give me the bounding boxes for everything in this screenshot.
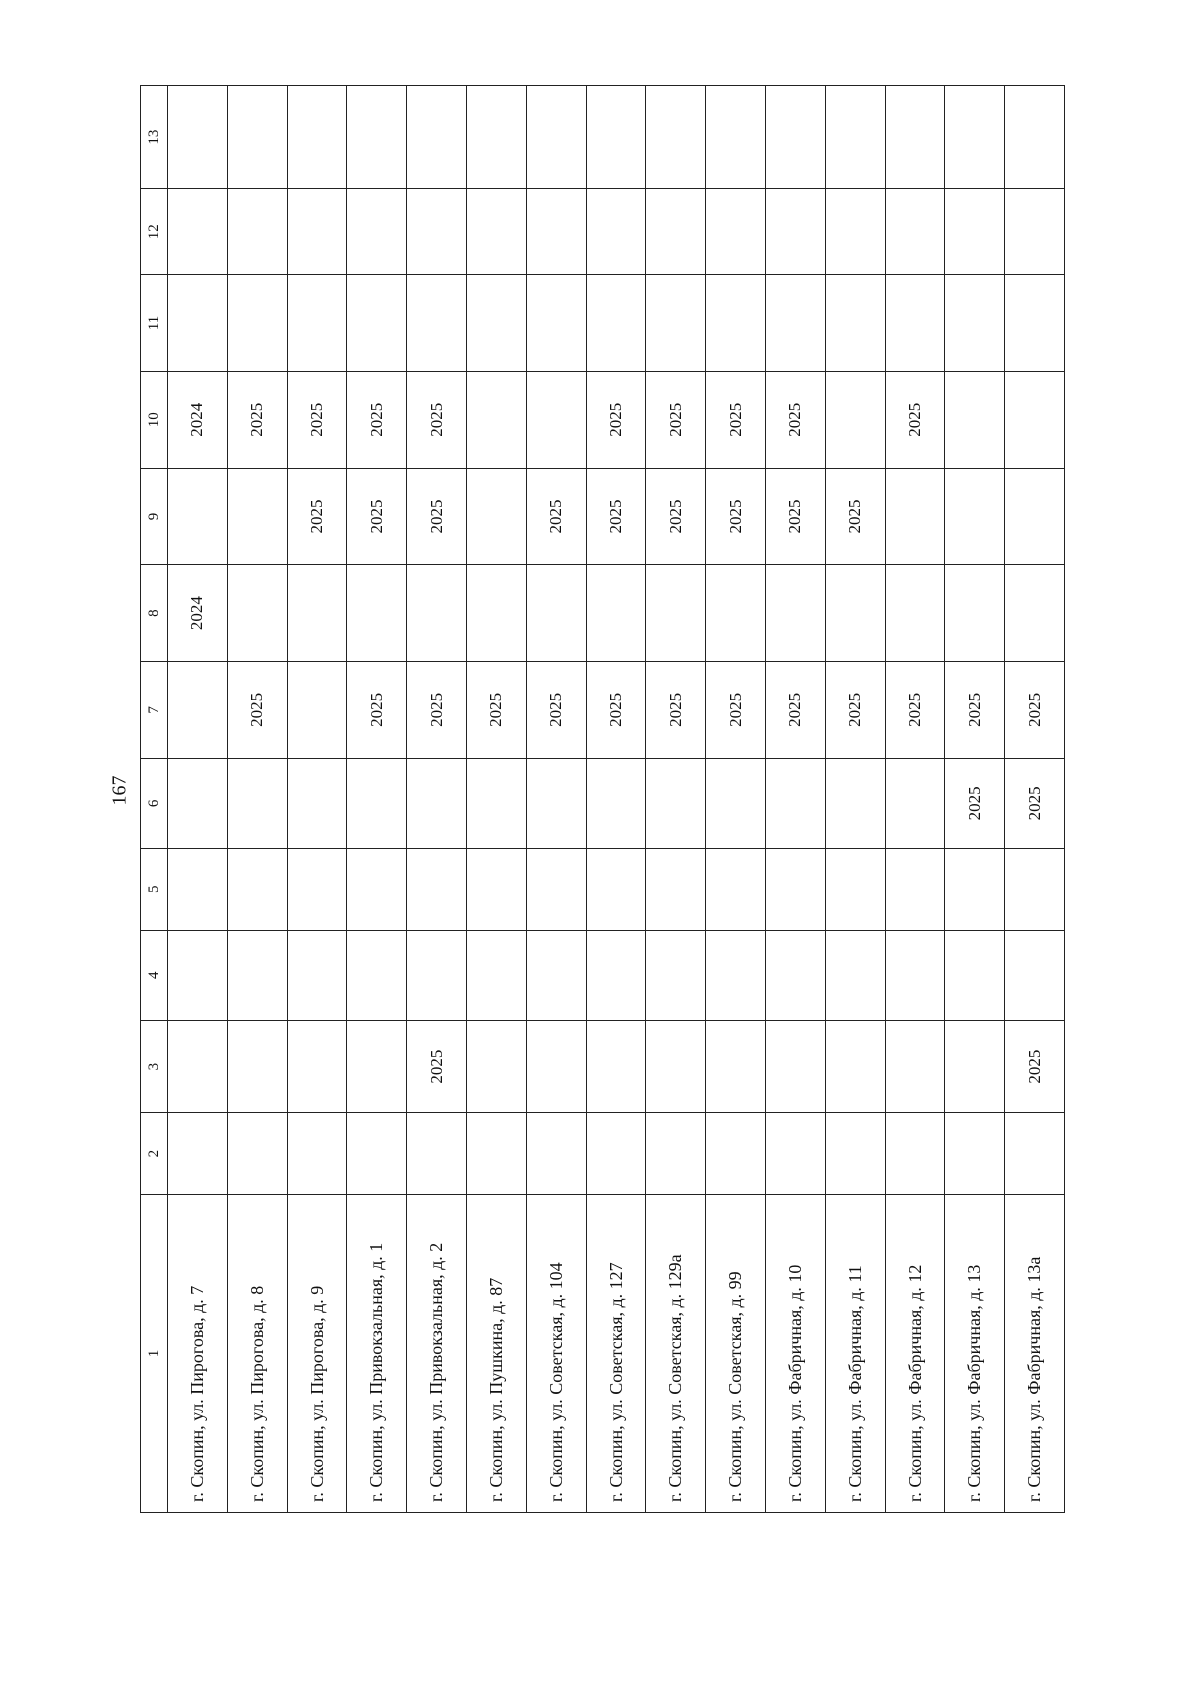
- year-cell-col-11: [646, 275, 706, 372]
- address-cell: г. Скопин, ул. Советская, д. 99: [706, 1194, 766, 1512]
- year-cell-col-11: [706, 275, 766, 372]
- column-header-11: 11: [141, 275, 168, 372]
- year-cell-col-2: [526, 1113, 586, 1195]
- year-cell-col-12: [945, 189, 1005, 275]
- year-cell-col-13: [466, 86, 526, 189]
- year-cell-col-12: [466, 189, 526, 275]
- year-cell-col-11: [347, 275, 407, 372]
- year-cell-col-11: [287, 275, 347, 372]
- address-cell: г. Скопин, ул. Привокзальная, д. 1: [347, 1194, 407, 1512]
- year-cell-col-10: [945, 371, 1005, 468]
- year-cell-col-9: 2025: [287, 468, 347, 565]
- year-cell-col-8: [945, 565, 1005, 662]
- year-cell-col-6: [347, 758, 407, 848]
- year-cell-col-10: 2025: [765, 371, 825, 468]
- year-cell-col-5: [586, 848, 646, 930]
- year-cell-col-8: [287, 565, 347, 662]
- year-cell-col-4: [825, 930, 885, 1020]
- year-cell-col-10: 2025: [227, 371, 287, 468]
- page-number: 167: [108, 775, 131, 806]
- year-cell-col-7: [168, 662, 228, 759]
- address-cell: г. Скопин, ул. Советская, д. 129а: [646, 1194, 706, 1512]
- year-cell-col-3: [825, 1020, 885, 1112]
- address-cell: г. Скопин, ул. Фабричная, д. 13а: [1005, 1194, 1065, 1512]
- year-cell-col-3: 2025: [407, 1020, 467, 1112]
- year-cell-col-13: [526, 86, 586, 189]
- column-header-2: 2: [141, 1113, 168, 1195]
- year-cell-col-7: 2025: [466, 662, 526, 759]
- address-cell: г. Скопин, ул. Советская, д. 104: [526, 1194, 586, 1512]
- table-row: [168, 86, 228, 1513]
- year-cell-col-8: [765, 565, 825, 662]
- year-cell-col-9: 2025: [706, 468, 766, 565]
- year-cell-col-9: 2025: [765, 468, 825, 565]
- table-row: [765, 86, 825, 1513]
- table-row: [466, 86, 526, 1513]
- year-cell-col-12: [885, 189, 945, 275]
- year-cell-col-13: [1005, 86, 1065, 189]
- year-cell-col-2: [168, 1113, 228, 1195]
- column-header-10: 10: [141, 371, 168, 468]
- year-cell-col-11: [466, 275, 526, 372]
- year-cell-col-12: [287, 189, 347, 275]
- year-cell-col-6: 2025: [945, 758, 1005, 848]
- table-row: [347, 86, 407, 1513]
- year-cell-col-6: [885, 758, 945, 848]
- year-cell-col-5: [347, 848, 407, 930]
- year-cell-col-8: [466, 565, 526, 662]
- address-cell: г. Скопин, ул. Пирогова, д. 8: [227, 1194, 287, 1512]
- year-cell-col-9: 2025: [347, 468, 407, 565]
- year-cell-col-9: 2025: [407, 468, 467, 565]
- year-cell-col-10: 2025: [287, 371, 347, 468]
- year-cell-col-13: [227, 86, 287, 189]
- year-cell-col-3: [168, 1020, 228, 1112]
- year-cell-col-13: [168, 86, 228, 189]
- year-cell-col-6: [287, 758, 347, 848]
- year-cell-col-7: 2025: [646, 662, 706, 759]
- year-cell-col-12: [765, 189, 825, 275]
- year-cell-col-12: [825, 189, 885, 275]
- year-cell-col-8: [885, 565, 945, 662]
- year-cell-col-6: [407, 758, 467, 848]
- year-cell-col-10: [825, 371, 885, 468]
- year-cell-col-6: [706, 758, 766, 848]
- year-cell-col-9: [466, 468, 526, 565]
- table-row: [945, 86, 1005, 1513]
- year-cell-col-9: [227, 468, 287, 565]
- year-cell-col-13: [407, 86, 467, 189]
- year-cell-col-9: 2025: [526, 468, 586, 565]
- year-cell-col-10: 2025: [706, 371, 766, 468]
- year-cell-col-2: [407, 1113, 467, 1195]
- year-cell-col-7: [287, 662, 347, 759]
- table-row: [646, 86, 706, 1513]
- year-cell-col-11: [885, 275, 945, 372]
- year-cell-col-8: [706, 565, 766, 662]
- address-cell: г. Скопин, ул. Пушкина, д. 87: [466, 1194, 526, 1512]
- year-cell-col-10: 2025: [586, 371, 646, 468]
- year-cell-col-12: [586, 189, 646, 275]
- header-row: [141, 86, 168, 1513]
- year-cell-col-10: 2024: [168, 371, 228, 468]
- address-cell: г. Скопин, ул. Фабричная, д. 12: [885, 1194, 945, 1512]
- year-cell-col-12: [706, 189, 766, 275]
- year-cell-col-13: [706, 86, 766, 189]
- year-cell-col-2: [227, 1113, 287, 1195]
- year-cell-col-5: [526, 848, 586, 930]
- year-cell-col-6: [646, 758, 706, 848]
- year-cell-col-11: [825, 275, 885, 372]
- year-cell-col-8: 2024: [168, 565, 228, 662]
- column-header-7: 7: [141, 662, 168, 759]
- year-cell-col-4: [287, 930, 347, 1020]
- year-cell-col-10: 2025: [885, 371, 945, 468]
- year-cell-col-5: [706, 848, 766, 930]
- address-cell: г. Скопин, ул. Фабричная, д. 13: [945, 1194, 1005, 1512]
- year-cell-col-11: [586, 275, 646, 372]
- year-cell-col-7: 2025: [1005, 662, 1065, 759]
- year-cell-col-10: 2025: [407, 371, 467, 468]
- table-body: [168, 86, 1065, 1513]
- year-cell-col-6: [227, 758, 287, 848]
- year-cell-col-13: [347, 86, 407, 189]
- year-cell-col-12: [227, 189, 287, 275]
- year-cell-col-4: [407, 930, 467, 1020]
- year-cell-col-11: [526, 275, 586, 372]
- table-row: [1005, 86, 1065, 1513]
- year-cell-col-2: [825, 1113, 885, 1195]
- year-cell-col-5: [407, 848, 467, 930]
- year-cell-col-2: [287, 1113, 347, 1195]
- year-cell-col-11: [168, 275, 228, 372]
- year-cell-col-3: [466, 1020, 526, 1112]
- year-cell-col-3: [646, 1020, 706, 1112]
- year-cell-col-8: [646, 565, 706, 662]
- column-header-13: 13: [141, 86, 168, 189]
- year-cell-col-4: [646, 930, 706, 1020]
- year-cell-col-12: [407, 189, 467, 275]
- address-cell: г. Скопин, ул. Привокзальная, д. 2: [407, 1194, 467, 1512]
- year-cell-col-10: 2025: [646, 371, 706, 468]
- year-cell-col-8: [227, 565, 287, 662]
- year-cell-col-4: [945, 930, 1005, 1020]
- column-header-4: 4: [141, 930, 168, 1020]
- year-cell-col-11: [945, 275, 1005, 372]
- year-cell-col-9: 2025: [586, 468, 646, 565]
- year-cell-col-4: [1005, 930, 1065, 1020]
- column-header-1: 1: [141, 1194, 168, 1512]
- year-cell-col-13: [825, 86, 885, 189]
- year-cell-col-2: [765, 1113, 825, 1195]
- column-header-8: 8: [141, 565, 168, 662]
- table-row: [706, 86, 766, 1513]
- year-cell-col-3: [706, 1020, 766, 1112]
- address-cell: г. Скопин, ул. Пирогова, д. 9: [287, 1194, 347, 1512]
- year-cell-col-2: [586, 1113, 646, 1195]
- year-cell-col-4: [586, 930, 646, 1020]
- year-cell-col-5: [885, 848, 945, 930]
- year-cell-col-3: [586, 1020, 646, 1112]
- year-cell-col-3: [765, 1020, 825, 1112]
- rotated-table-container: [140, 85, 1065, 1513]
- year-cell-col-6: [765, 758, 825, 848]
- year-cell-col-9: [1005, 468, 1065, 565]
- year-cell-col-3: [227, 1020, 287, 1112]
- year-cell-col-13: [287, 86, 347, 189]
- year-cell-col-8: [825, 565, 885, 662]
- year-cell-col-7: 2025: [825, 662, 885, 759]
- table-row: [526, 86, 586, 1513]
- year-cell-col-2: [945, 1113, 1005, 1195]
- year-cell-col-6: [586, 758, 646, 848]
- year-cell-col-6: [466, 758, 526, 848]
- address-cell: г. Скопин, ул. Пирогова, д. 7: [168, 1194, 228, 1512]
- table-row: [287, 86, 347, 1513]
- year-cell-col-5: [287, 848, 347, 930]
- year-cell-col-7: 2025: [945, 662, 1005, 759]
- year-cell-col-10: 2025: [347, 371, 407, 468]
- year-cell-col-8: [347, 565, 407, 662]
- year-cell-col-10: [526, 371, 586, 468]
- year-cell-col-8: [407, 565, 467, 662]
- year-cell-col-5: [168, 848, 228, 930]
- year-cell-col-11: [407, 275, 467, 372]
- year-cell-col-4: [526, 930, 586, 1020]
- year-cell-col-6: 2025: [1005, 758, 1065, 848]
- year-cell-col-5: [825, 848, 885, 930]
- year-cell-col-5: [466, 848, 526, 930]
- year-cell-col-2: [347, 1113, 407, 1195]
- year-cell-col-4: [227, 930, 287, 1020]
- year-cell-col-7: 2025: [347, 662, 407, 759]
- year-cell-col-7: 2025: [227, 662, 287, 759]
- year-cell-col-4: [765, 930, 825, 1020]
- table-row: [407, 86, 467, 1513]
- year-cell-col-12: [526, 189, 586, 275]
- table-row: [586, 86, 646, 1513]
- table-row: [227, 86, 287, 1513]
- column-header-9: 9: [141, 468, 168, 565]
- year-cell-col-2: [646, 1113, 706, 1195]
- column-header-5: 5: [141, 848, 168, 930]
- year-cell-col-4: [347, 930, 407, 1020]
- year-cell-col-13: [646, 86, 706, 189]
- year-cell-col-13: [765, 86, 825, 189]
- year-cell-col-3: [287, 1020, 347, 1112]
- year-cell-col-5: [945, 848, 1005, 930]
- year-cell-col-3: [526, 1020, 586, 1112]
- year-cell-col-3: [347, 1020, 407, 1112]
- year-cell-col-13: [945, 86, 1005, 189]
- year-cell-col-11: [1005, 275, 1065, 372]
- year-cell-col-9: 2025: [646, 468, 706, 565]
- table-row: [885, 86, 945, 1513]
- year-cell-col-2: [706, 1113, 766, 1195]
- year-cell-col-13: [586, 86, 646, 189]
- year-cell-col-10: [1005, 371, 1065, 468]
- year-cell-col-2: [1005, 1113, 1065, 1195]
- year-cell-col-7: 2025: [407, 662, 467, 759]
- year-cell-col-5: [227, 848, 287, 930]
- year-cell-col-7: 2025: [885, 662, 945, 759]
- year-cell-col-3: [945, 1020, 1005, 1112]
- year-cell-col-7: 2025: [706, 662, 766, 759]
- year-cell-col-4: [706, 930, 766, 1020]
- year-cell-col-5: [765, 848, 825, 930]
- year-cell-col-2: [885, 1113, 945, 1195]
- year-cell-col-7: 2025: [586, 662, 646, 759]
- year-cell-col-7: 2025: [526, 662, 586, 759]
- column-header-6: 6: [141, 758, 168, 848]
- address-cell: г. Скопин, ул. Советская, д. 127: [586, 1194, 646, 1512]
- column-header-3: 3: [141, 1020, 168, 1112]
- year-cell-col-12: [1005, 189, 1065, 275]
- year-cell-col-10: [466, 371, 526, 468]
- year-cell-col-9: [945, 468, 1005, 565]
- year-cell-col-4: [168, 930, 228, 1020]
- year-cell-col-9: [885, 468, 945, 565]
- year-cell-col-8: [586, 565, 646, 662]
- year-cell-col-6: [168, 758, 228, 848]
- year-cell-col-5: [1005, 848, 1065, 930]
- year-cell-col-5: [646, 848, 706, 930]
- year-cell-col-4: [466, 930, 526, 1020]
- year-cell-col-6: [526, 758, 586, 848]
- address-cell: г. Скопин, ул. Фабричная, д. 11: [825, 1194, 885, 1512]
- year-cell-col-7: 2025: [765, 662, 825, 759]
- year-cell-col-12: [347, 189, 407, 275]
- year-cell-col-9: 2025: [825, 468, 885, 565]
- year-cell-col-3: [885, 1020, 945, 1112]
- works-schedule-table: [140, 85, 1065, 1513]
- address-cell: г. Скопин, ул. Фабричная, д. 10: [765, 1194, 825, 1512]
- year-cell-col-13: [885, 86, 945, 189]
- year-cell-col-12: [646, 189, 706, 275]
- year-cell-col-6: [825, 758, 885, 848]
- year-cell-col-12: [168, 189, 228, 275]
- year-cell-col-3: 2025: [1005, 1020, 1065, 1112]
- year-cell-col-8: [526, 565, 586, 662]
- column-header-12: 12: [141, 189, 168, 275]
- table-row: [825, 86, 885, 1513]
- year-cell-col-8: [1005, 565, 1065, 662]
- year-cell-col-4: [885, 930, 945, 1020]
- year-cell-col-11: [765, 275, 825, 372]
- year-cell-col-9: [168, 468, 228, 565]
- year-cell-col-2: [466, 1113, 526, 1195]
- year-cell-col-11: [227, 275, 287, 372]
